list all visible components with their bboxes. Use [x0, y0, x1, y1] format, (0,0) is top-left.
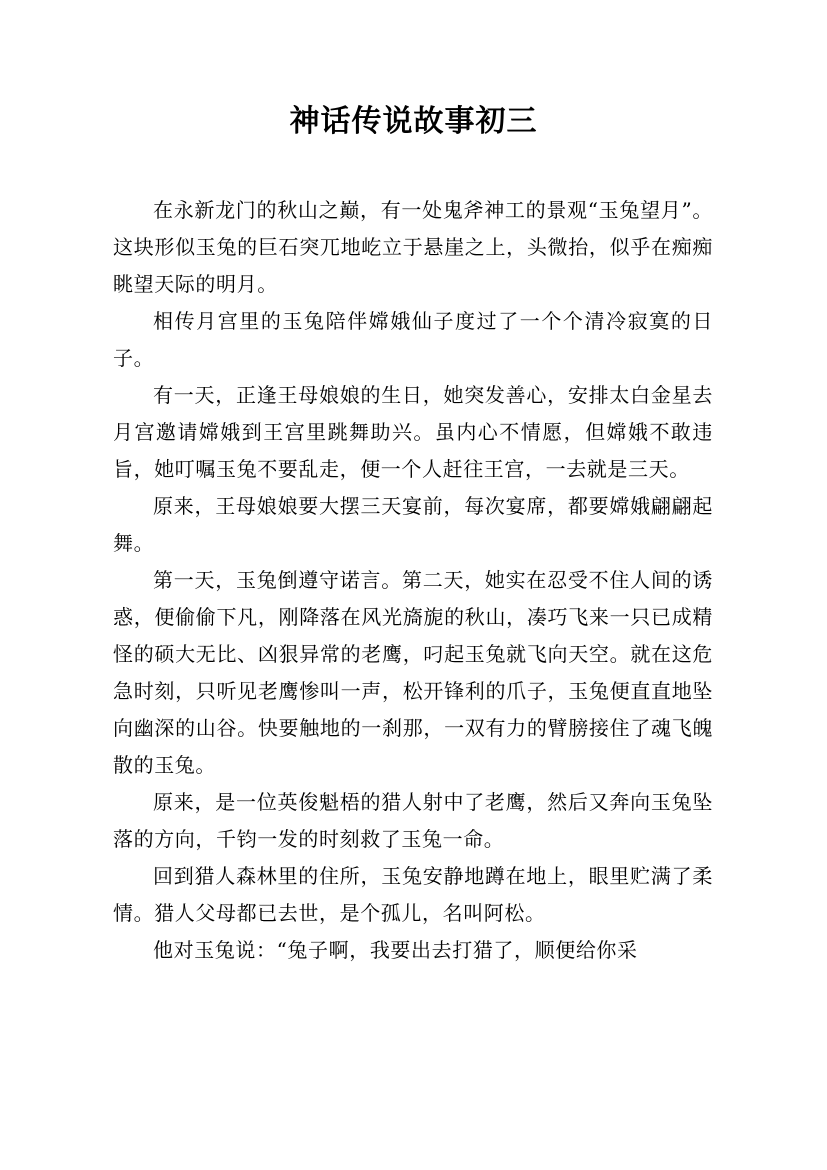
paragraph: 相传月宫里的玉兔陪伴嫦娥仙子度过了一个个清冷寂寞的日子。	[113, 309, 713, 370]
paragraph: 有一天，正逢王母娘娘的生日，她突发善心，安排太白金星去月宫邀请嫦娥到王宫里跳舞助兴。虽内心不情愿，但嫦娥不敢违旨，她叮嘱玉兔不要乱走，便一个人赶往王宫，一去就是三天。	[113, 383, 713, 481]
paragraph: 回到猎人森林里的住所，玉兔安静地蹲在地上，眼里贮满了柔情。猎人父母都已去世，是个孤儿，名叫阿松。	[113, 864, 713, 925]
paragraph: 在永新龙门的秋山之巅，有一处鬼斧神工的景观“玉兔望月”。这块形似玉兔的巨石突兀地屹立于悬崖之上，头微抬，似乎在痴痴眺望天际的明月。	[113, 198, 713, 296]
document-body	[113, 192, 713, 969]
paragraph: 原来，是一位英俊魁梧的猎人射中了老鹰，然后又奔向玉兔坠落的方向，千钧一发的时刻救了玉兔一命。	[113, 790, 713, 851]
document-title: 神话传说故事初三	[289, 104, 538, 139]
paragraph: 原来，王母娘娘要大摆三天宴前，每次宴席，都要嫦娥翩翩起舞。	[113, 494, 713, 555]
paragraph: 第一天，玉兔倒遵守诺言。第二天，她实在忍受不住人间的诱惑，便偷偷下凡，刚降落在风光旖旎的秋山，凑巧飞来一只已成精怪的硕大无比、凶狠异常的老鹰，叼起玉兔就飞向天空。就在这危急时刻，只听见老鹰惨叫一声，松开锋利的爪子，玉兔便直直地坠向幽深的山谷。快要触地的一刹那，一双有力的臂膀接住了魂飞魄散的玉兔。	[113, 568, 713, 777]
paragraph: 他对玉兔说：“兔子啊，我要出去打猎了，顺便给你采	[153, 938, 638, 962]
